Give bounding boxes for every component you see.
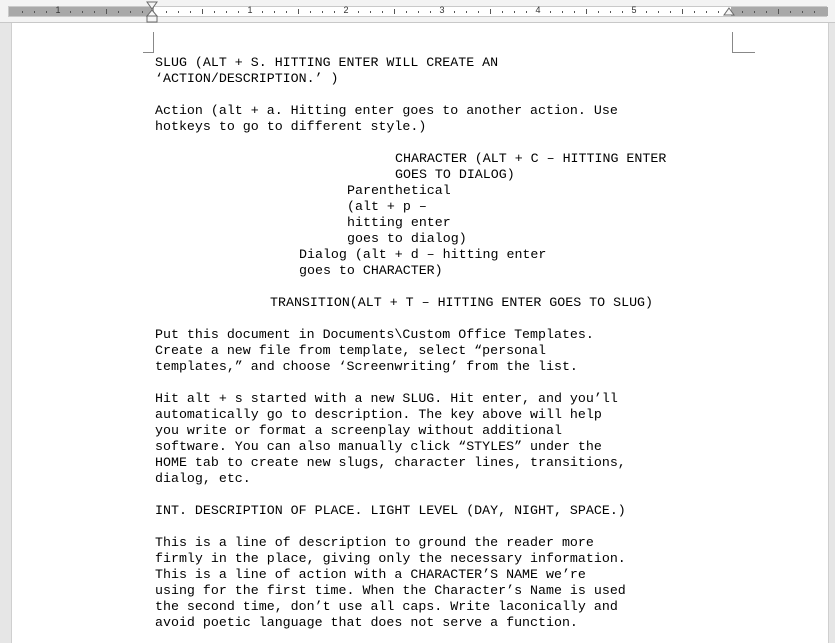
right-indent-marker[interactable]: [724, 8, 736, 18]
ruler-tick: [34, 11, 35, 13]
ruler-tick: [178, 11, 179, 13]
character-instruction-paragraph[interactable]: [155, 151, 755, 183]
action-instruction-paragraph[interactable]: [155, 103, 755, 135]
ruler-tick: [790, 11, 791, 13]
text-line: TRANSITION(ALT + T – HITTING ENTER GOES TO SLUG): [270, 295, 654, 310]
text-line: Create a new file from template, select “personal: [155, 343, 546, 358]
ruler-tick: [562, 11, 563, 13]
ruler-tick: [94, 11, 95, 13]
ruler-tick: [466, 11, 467, 13]
ruler-tick: [46, 11, 47, 13]
ruler-tick: [298, 9, 299, 14]
ruler-tick: [514, 11, 515, 13]
ruler-tick: [814, 11, 815, 13]
paragraph-spacing: [155, 87, 755, 103]
text-line: the second time, don’t use all caps. Write laconically and: [155, 599, 618, 614]
slug-instruction-paragraph[interactable]: [155, 55, 755, 87]
ruler-tick: [262, 11, 263, 13]
text-line: hotkeys to go to different style.): [155, 119, 427, 134]
top-left-margin-corner: [143, 32, 154, 53]
text-line: firmly in the place, giving only the necessary information.: [155, 551, 626, 566]
ruler-tick: [70, 11, 71, 13]
text-line: CHARACTER (ALT + C – HITTING ENTER: [395, 151, 667, 166]
text-line: Put this document in Documents\Custom Office Templates.: [155, 327, 594, 342]
text-line: avoid poetic language that does not serve a function.: [155, 615, 578, 630]
top-right-margin-corner: [732, 32, 755, 53]
text-line: goes to CHARACTER): [299, 263, 443, 278]
ruler-tick: [598, 11, 599, 13]
paragraph-spacing: [155, 279, 755, 295]
ruler-tick: [478, 11, 479, 13]
dialog-instruction-paragraph[interactable]: [155, 247, 755, 279]
ruler-tick: [646, 11, 647, 13]
ruler-tick: [310, 11, 311, 13]
ruler-tick: [130, 11, 131, 13]
document-canvas[interactable]: [0, 23, 835, 643]
parenthetical-instruction-paragraph[interactable]: [155, 183, 755, 247]
ruler-number: 4: [535, 5, 541, 15]
paragraph-spacing: [155, 311, 755, 327]
ruler-tick: [706, 11, 707, 13]
ruler-tick: [622, 11, 623, 13]
ruler-tick: [454, 11, 455, 13]
text-line: you write or format a screenplay without additional: [155, 423, 562, 438]
ruler-tick: [658, 11, 659, 13]
text-line: ‘ACTION/DESCRIPTION.’ ): [155, 71, 339, 86]
ruler-tick: [118, 11, 119, 13]
document-body[interactable]: [155, 55, 755, 631]
text-line: using for the first time. When the Character’s Name is used: [155, 583, 626, 598]
scene-heading-paragraph[interactable]: [155, 503, 755, 519]
ruler-tick: [238, 11, 239, 13]
ruler-tick: [766, 11, 767, 13]
text-line: templates,” and choose ‘Screenwriting’ from the list.: [155, 359, 578, 374]
ruler-tick: [166, 11, 167, 13]
ruler-tick: [214, 11, 215, 13]
ruler-tick: [322, 11, 323, 13]
ruler-tick: [610, 11, 611, 13]
ruler-tick: [694, 11, 695, 13]
ruler-number: 1: [247, 5, 253, 15]
text-line: GOES TO DIALOG): [395, 167, 515, 182]
description-paragraph-paragraph[interactable]: [155, 535, 755, 631]
text-line: Hit alt + s started with a new SLUG. Hit enter, and you’ll: [155, 391, 618, 406]
ruler-tick: [142, 11, 143, 13]
document-page[interactable]: [11, 23, 829, 643]
ruler-tick: [682, 9, 683, 14]
text-line: HOME tab to create new slugs, character lines, transitions,: [155, 455, 626, 470]
ruler-tick: [742, 11, 743, 13]
ruler-tick: [274, 11, 275, 13]
ruler-tick: [754, 11, 755, 13]
horizontal-ruler[interactable]: [0, 0, 835, 23]
ruler-tick: [490, 9, 491, 14]
ruler-tick: [418, 11, 419, 13]
ruler-tick: [778, 9, 779, 14]
text-line: dialog, etc.: [155, 471, 251, 486]
paragraph-spacing: [155, 375, 755, 391]
ruler-number: 2: [343, 5, 349, 15]
paragraph-spacing: [155, 487, 755, 503]
ruler-tick: [22, 11, 23, 13]
text-line: goes to dialog): [347, 231, 467, 246]
ruler-tick: [82, 11, 83, 13]
text-line: SLUG (ALT + S. HITTING ENTER WILL CREATE AN: [155, 55, 499, 70]
text-line: This is a line of action with a CHARACTER’S NAME we’re: [155, 567, 586, 582]
ruler-tick: [286, 11, 287, 13]
transition-instruction-paragraph[interactable]: [155, 295, 755, 311]
ruler-tick: [382, 11, 383, 13]
ruler-strip[interactable]: [8, 6, 827, 17]
ruler-tick: [670, 11, 671, 13]
ruler-tick: [202, 9, 203, 14]
first-line-indent-marker[interactable]: [146, 1, 160, 23]
ruler-tick: [106, 9, 107, 14]
ruler-number: 5: [631, 5, 637, 15]
text-line: automatically go to description. The key above will help: [155, 407, 602, 422]
ruler-tick: [190, 11, 191, 13]
ruler-tick: [718, 11, 719, 13]
text-line: hitting enter: [347, 215, 451, 230]
text-line: INT. DESCRIPTION OF PLACE. LIGHT LEVEL (DAY, NIGHT, SPACE.): [155, 503, 626, 518]
ruler-tick: [406, 11, 407, 13]
ruler-tick: [574, 11, 575, 13]
ruler-tick: [502, 11, 503, 13]
ruler-number: 3: [439, 5, 445, 15]
hotkey-instruction-paragraph[interactable]: [155, 391, 755, 487]
paragraph-spacing: [155, 135, 755, 151]
ruler-tick: [334, 11, 335, 13]
ruler-tick: [358, 11, 359, 13]
text-line: Dialog (alt + d – hitting enter: [299, 247, 547, 262]
ruler-tick: [370, 11, 371, 13]
ruler-tick: [526, 11, 527, 13]
text-line: (alt + p –: [347, 199, 427, 214]
template-instruction-paragraph[interactable]: [155, 327, 755, 375]
text-line: software. You can also manually click “STYLES” under the: [155, 439, 602, 454]
ruler-tick: [586, 9, 587, 14]
ruler-number: 1: [55, 5, 61, 15]
ruler-tick: [394, 9, 395, 14]
text-line: This is a line of description to ground the reader more: [155, 535, 594, 550]
ruler-tick: [550, 11, 551, 13]
ruler-tick: [226, 11, 227, 13]
paragraph-spacing: [155, 519, 755, 535]
text-line: Parenthetical: [347, 183, 451, 198]
text-line: Action (alt + a. Hitting enter goes to another action. Use: [155, 103, 618, 118]
ruler-tick: [430, 11, 431, 13]
ruler-tick: [802, 11, 803, 13]
